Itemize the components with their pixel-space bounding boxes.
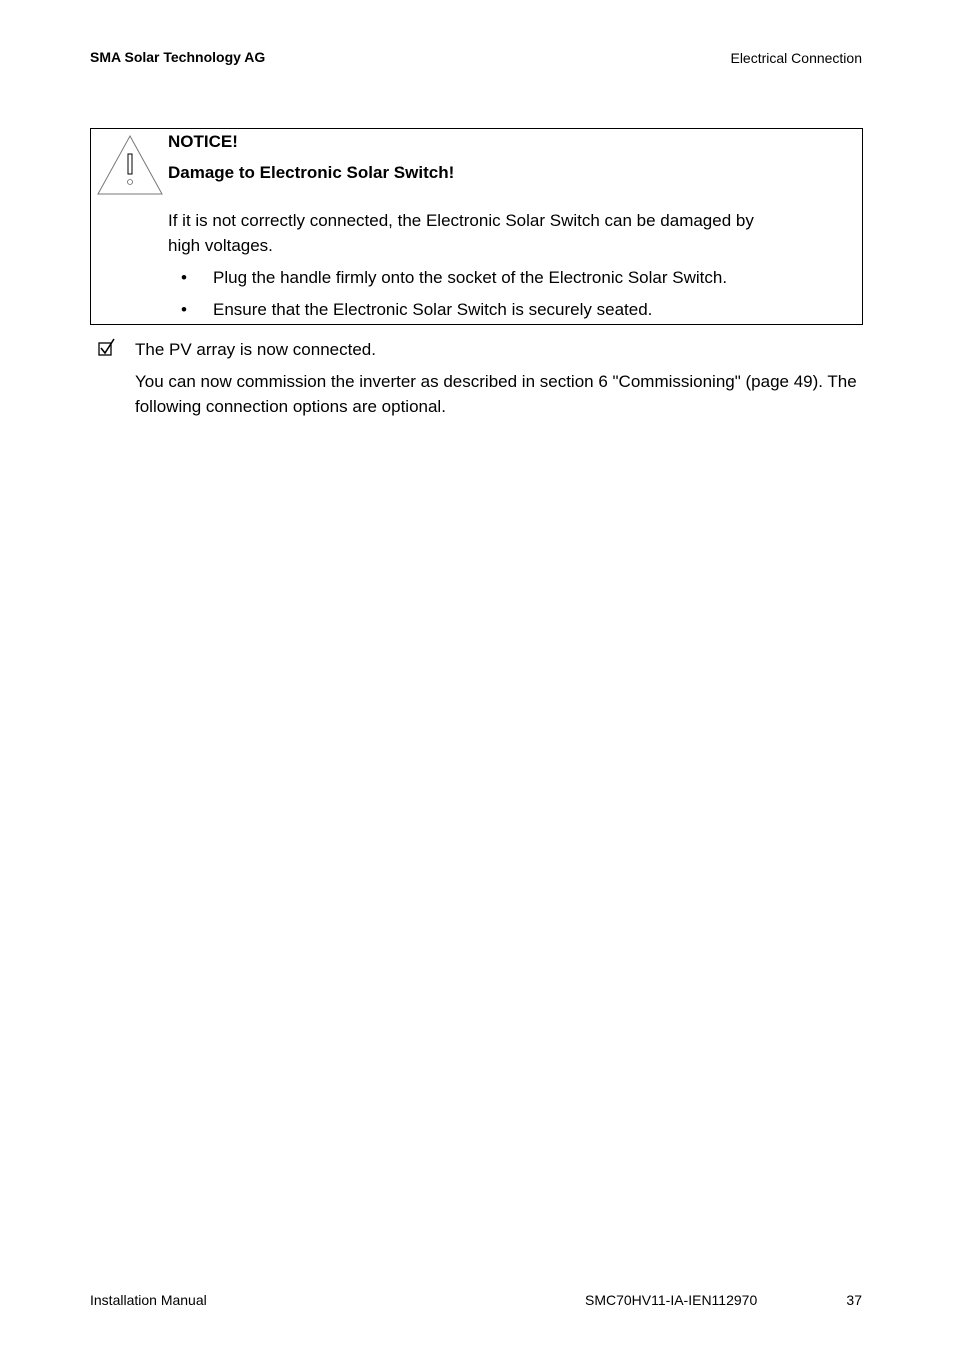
checkbox-checked-icon (97, 338, 117, 358)
notice-title: NOTICE! (168, 132, 238, 151)
notice-subtitle: Damage to Electronic Solar Switch! (168, 163, 455, 182)
bullet-text: Plug the handle firmly onto the socket of the Electronic Solar Switch. (213, 268, 728, 287)
bullet-icon: • (181, 300, 187, 319)
list-item (168, 297, 727, 329)
footer-manual: Installation Manual (90, 1292, 207, 1308)
bullet-icon: • (181, 268, 187, 287)
bullet-text: Ensure that the Electronic Solar Switch is securely seated. (213, 300, 653, 319)
footer-document-id: SMC70HV11-IA-IEN112970 (585, 1292, 758, 1308)
result-text: The PV array is now connected. (135, 340, 376, 359)
notice-bullet-list (168, 265, 727, 329)
header-section: Electrical Connection (730, 50, 862, 66)
warning-triangle-icon (96, 134, 164, 196)
result-note: You can now commission the inverter as described in section 6 "Commissioning" (page 49). The following connection options are optional. (135, 372, 857, 416)
header-company: SMA Solar Technology AG (90, 49, 266, 65)
notice-body: If it is not correctly connected, the Electronic Solar Switch can be damaged by high voltages. (168, 211, 754, 255)
footer-page-number: 37 (846, 1292, 862, 1308)
notice-box (90, 128, 863, 325)
list-item (168, 265, 727, 297)
